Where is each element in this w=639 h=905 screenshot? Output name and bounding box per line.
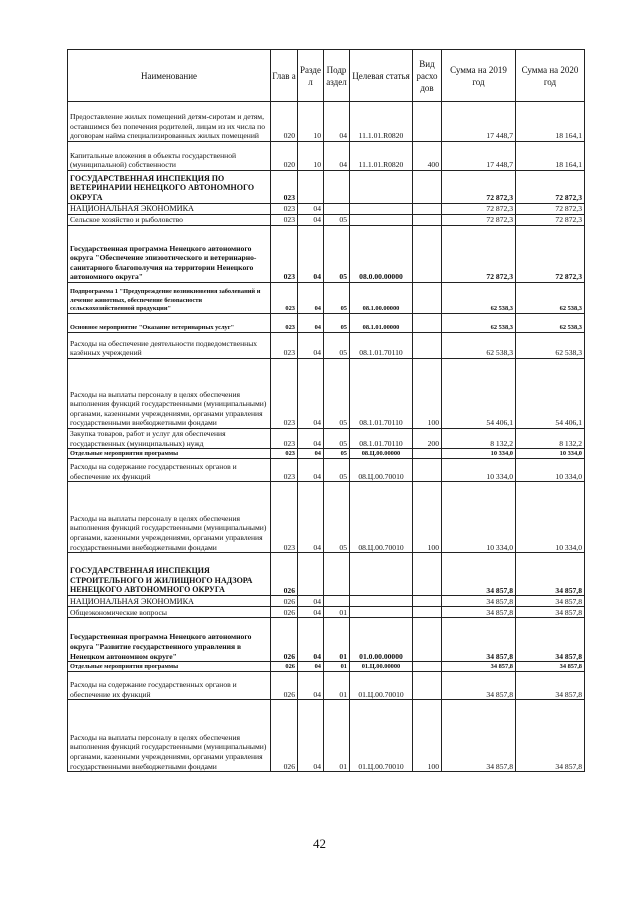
cell-sum-2019: 62 538,3 (442, 283, 516, 314)
cell-subsection (324, 204, 350, 215)
cell-sum-2019: 34 857,8 (442, 618, 516, 662)
header-article: Целевая статья (350, 50, 413, 102)
table-row (68, 102, 585, 142)
cell-section: 10 (298, 102, 324, 142)
cell-sum-2019: 34 857,8 (442, 553, 516, 596)
cell-type: 100 (413, 359, 442, 429)
cell-sum-2020: 34 857,8 (516, 596, 585, 607)
table-row (68, 359, 585, 429)
header-section: Разде л (298, 50, 324, 102)
cell-subsection (324, 596, 350, 607)
table-row (68, 226, 585, 283)
cell-chapter: 023 (271, 215, 298, 226)
table-row (68, 204, 585, 215)
cell-subsection (324, 171, 350, 204)
table-row (68, 142, 585, 171)
cell-name: НАЦИОНАЛЬНАЯ ЭКОНОМИКА (68, 204, 271, 215)
cell-name: Отдельные мероприятия программы (68, 662, 271, 672)
table-body (68, 102, 585, 772)
cell-section: 04 (298, 672, 324, 700)
cell-chapter: 026 (271, 553, 298, 596)
cell-article (350, 204, 413, 215)
cell-type (413, 672, 442, 700)
cell-chapter: 023 (271, 171, 298, 204)
cell-type: 400 (413, 142, 442, 171)
cell-article (350, 553, 413, 596)
cell-article: 01.Ц.00.70010 (350, 672, 413, 700)
cell-type (413, 459, 442, 482)
cell-name: Государственная программа Ненецкого автономного округа "Обеспечение эпизоотического и ветеринарно-санитарного благополучия на территории Ненецкого автономного округа" (68, 226, 271, 283)
cell-sum-2019: 34 857,8 (442, 700, 516, 772)
cell-article (350, 607, 413, 618)
cell-chapter: 023 (271, 359, 298, 429)
cell-article: 08.1.01.70110 (350, 429, 413, 449)
cell-article: 11.1.01.R0820 (350, 102, 413, 142)
cell-name: Сельское хозяйство и рыболовство (68, 215, 271, 226)
cell-name: Предоставление жилых помещений детям-сиротам и детям, оставшимся без попечения родителей, лицам из их числа по договорам найма специализированных жилых помещений (68, 102, 271, 142)
cell-type (413, 102, 442, 142)
cell-article: 08.1.01.70110 (350, 333, 413, 359)
cell-subsection: 05 (324, 283, 350, 314)
cell-type (413, 553, 442, 596)
cell-name: Расходы на выплаты персоналу в целях обеспечения выполнения функций государственными (муниципальными) органами, казенными учреждениями, органами управления государственными внебюджетными фондами (68, 482, 271, 553)
cell-section: 10 (298, 142, 324, 171)
cell-chapter: 023 (271, 429, 298, 449)
cell-section: 04 (298, 204, 324, 215)
table-row (68, 283, 585, 314)
cell-chapter: 023 (271, 459, 298, 482)
cell-type (413, 618, 442, 662)
table-row (68, 553, 585, 596)
cell-subsection: 05 (324, 449, 350, 459)
cell-sum-2019: 72 872,3 (442, 215, 516, 226)
cell-sum-2019: 34 857,8 (442, 672, 516, 700)
cell-article: 08.1.01.00000 (350, 314, 413, 333)
table-row (68, 429, 585, 449)
cell-sum-2019: 62 538,3 (442, 333, 516, 359)
cell-sum-2020: 72 872,3 (516, 204, 585, 215)
cell-article (350, 215, 413, 226)
cell-sum-2020: 34 857,8 (516, 700, 585, 772)
cell-section: 04 (298, 314, 324, 333)
cell-type (413, 314, 442, 333)
cell-section: 04 (298, 333, 324, 359)
cell-section: 04 (298, 226, 324, 283)
cell-sum-2020: 62 538,3 (516, 283, 585, 314)
cell-name: Расходы на содержание государственных органов и обеспечение их функций (68, 459, 271, 482)
cell-subsection: 05 (324, 429, 350, 449)
cell-type: 100 (413, 482, 442, 553)
cell-subsection: 05 (324, 482, 350, 553)
cell-subsection (324, 553, 350, 596)
cell-subsection: 05 (324, 359, 350, 429)
cell-name: Капитальные вложения в объекты государственной (муниципальной) собственности (68, 142, 271, 171)
cell-subsection: 04 (324, 102, 350, 142)
cell-sum-2020: 10 334,0 (516, 459, 585, 482)
cell-chapter: 026 (271, 596, 298, 607)
cell-type (413, 204, 442, 215)
cell-chapter: 026 (271, 618, 298, 662)
cell-sum-2020: 72 872,3 (516, 215, 585, 226)
cell-subsection: 05 (324, 226, 350, 283)
cell-name: Основное мероприятие "Оказание ветеринарных услуг" (68, 314, 271, 333)
cell-section: 04 (298, 700, 324, 772)
cell-sum-2020: 34 857,8 (516, 607, 585, 618)
table-header-row (68, 50, 585, 102)
cell-chapter: 020 (271, 142, 298, 171)
cell-chapter: 026 (271, 607, 298, 618)
cell-name: Расходы на содержание государственных органов и обеспечение их функций (68, 672, 271, 700)
cell-sum-2020: 34 857,8 (516, 618, 585, 662)
cell-article: 08.1.00.00000 (350, 283, 413, 314)
table-row (68, 672, 585, 700)
cell-chapter: 026 (271, 672, 298, 700)
cell-name: Расходы на обеспечение деятельности подведомственных казённых учреждений (68, 333, 271, 359)
cell-sum-2019: 72 872,3 (442, 171, 516, 204)
cell-chapter: 023 (271, 333, 298, 359)
cell-article: 08.Ц.00.70010 (350, 459, 413, 482)
cell-subsection: 04 (324, 142, 350, 171)
cell-article: 08.Ц.00.70010 (350, 482, 413, 553)
table-row (68, 662, 585, 672)
cell-type (413, 226, 442, 283)
cell-subsection: 01 (324, 662, 350, 672)
header-chapter: Глав а (271, 50, 298, 102)
cell-sum-2019: 10 334,0 (442, 482, 516, 553)
page-number: 42 (313, 836, 326, 851)
table-row (68, 607, 585, 618)
table-row (68, 596, 585, 607)
cell-sum-2020: 34 857,8 (516, 672, 585, 700)
cell-type (413, 596, 442, 607)
cell-sum-2020: 72 872,3 (516, 171, 585, 204)
cell-type (413, 283, 442, 314)
cell-type (413, 662, 442, 672)
cell-type (413, 607, 442, 618)
cell-sum-2019: 34 857,8 (442, 596, 516, 607)
table-row (68, 482, 585, 553)
cell-article: 08.1.01.70110 (350, 359, 413, 429)
cell-article: 08.Ц.00.00000 (350, 449, 413, 459)
header-name: Наименование (68, 50, 271, 102)
budget-table (67, 49, 585, 772)
cell-name: Подпрограмма 1 "Предупреждение возникновения заболеваний и лечение животных, обеспечение безопасности сельскохозяйственной продукции" (68, 283, 271, 314)
cell-subsection: 01 (324, 672, 350, 700)
cell-name: Расходы на выплаты персоналу в целях обеспечения выполнения функций государственными (муниципальными) органами, казенными учреждениями, органами управления государственными внебюджетными фондами (68, 359, 271, 429)
table-row (68, 314, 585, 333)
cell-article: 11.1.01.R0820 (350, 142, 413, 171)
cell-sum-2020: 34 857,8 (516, 662, 585, 672)
cell-sum-2019: 54 406,1 (442, 359, 516, 429)
cell-chapter: 026 (271, 662, 298, 672)
cell-article: 01.Ц.00.00000 (350, 662, 413, 672)
cell-sum-2019: 34 857,8 (442, 662, 516, 672)
cell-sum-2020: 72 872,3 (516, 226, 585, 283)
cell-section: 04 (298, 482, 324, 553)
cell-section: 04 (298, 215, 324, 226)
cell-sum-2019: 72 872,3 (442, 204, 516, 215)
cell-article: 01.0.00.00000 (350, 618, 413, 662)
cell-subsection: 05 (324, 314, 350, 333)
cell-sum-2020: 34 857,8 (516, 553, 585, 596)
cell-subsection: 05 (324, 459, 350, 482)
cell-article (350, 171, 413, 204)
cell-sum-2020: 8 132,2 (516, 429, 585, 449)
cell-sum-2020: 62 538,3 (516, 333, 585, 359)
cell-article: 01.Ц.00.70010 (350, 700, 413, 772)
cell-type: 200 (413, 429, 442, 449)
table-row (68, 459, 585, 482)
cell-subsection: 05 (324, 215, 350, 226)
cell-chapter: 023 (271, 449, 298, 459)
cell-type (413, 171, 442, 204)
header-type: Вид расхо дов (413, 50, 442, 102)
cell-name: ГОСУДАРСТВЕННАЯ ИНСПЕКЦИЯ СТРОИТЕЛЬНОГО И ЖИЛИЩНОГО НАДЗОРА НЕНЕЦКОГО АВТОНОМНОГО ОКРУГА (68, 553, 271, 596)
cell-chapter: 023 (271, 204, 298, 215)
cell-name: Отдельные мероприятия программы (68, 449, 271, 459)
cell-chapter: 023 (271, 314, 298, 333)
cell-section: 04 (298, 283, 324, 314)
cell-chapter: 023 (271, 226, 298, 283)
cell-type (413, 215, 442, 226)
cell-sum-2020: 10 334,0 (516, 449, 585, 459)
header-sum-2019: Сумма на 2019 год (442, 50, 516, 102)
cell-name: НАЦИОНАЛЬНАЯ ЭКОНОМИКА (68, 596, 271, 607)
cell-sum-2019: 8 132,2 (442, 429, 516, 449)
cell-subsection: 01 (324, 607, 350, 618)
cell-section: 04 (298, 607, 324, 618)
cell-name: ГОСУДАРСТВЕННАЯ ИНСПЕКЦИЯ ПО ВЕТЕРИНАРИИ НЕНЕЦКОГО АВТОНОМНОГО ОКРУГА (68, 171, 271, 204)
cell-type: 100 (413, 700, 442, 772)
cell-section: 04 (298, 429, 324, 449)
cell-section: 04 (298, 449, 324, 459)
cell-name: Закупка товаров, работ и услуг для обеспечения государственных (муниципальных) нужд (68, 429, 271, 449)
cell-sum-2019: 10 334,0 (442, 449, 516, 459)
cell-sum-2020: 18 164,1 (516, 142, 585, 171)
cell-name: Расходы на выплаты персоналу в целях обеспечения выполнения функций государственными (муниципальными) органами, казенными учреждениями, органами управления государственными внебюджетными фондами (68, 700, 271, 772)
table-row (68, 700, 585, 772)
cell-type (413, 449, 442, 459)
cell-type (413, 333, 442, 359)
table-row (68, 618, 585, 662)
header-sum-2020: Сумма на 2020 год (516, 50, 585, 102)
cell-section: 04 (298, 618, 324, 662)
cell-sum-2020: 62 538,3 (516, 314, 585, 333)
cell-section (298, 553, 324, 596)
cell-article (350, 596, 413, 607)
cell-sum-2019: 10 334,0 (442, 459, 516, 482)
cell-sum-2020: 18 164,1 (516, 102, 585, 142)
cell-section: 04 (298, 596, 324, 607)
cell-subsection: 01 (324, 700, 350, 772)
cell-name: Государственная программа Ненецкого автономного округа "Развитие государственного управления в Ненецком автономном округе" (68, 618, 271, 662)
cell-sum-2019: 62 538,3 (442, 314, 516, 333)
table-row (68, 171, 585, 204)
table-row (68, 215, 585, 226)
table-row (68, 449, 585, 459)
cell-sum-2019: 72 872,3 (442, 226, 516, 283)
cell-section (298, 171, 324, 204)
cell-section: 04 (298, 662, 324, 672)
table-row (68, 333, 585, 359)
cell-sum-2019: 17 448,7 (442, 102, 516, 142)
cell-article: 08.0.00.00000 (350, 226, 413, 283)
cell-chapter: 026 (271, 700, 298, 772)
cell-chapter: 023 (271, 283, 298, 314)
cell-chapter: 023 (271, 482, 298, 553)
cell-subsection: 05 (324, 333, 350, 359)
cell-sum-2019: 34 857,8 (442, 607, 516, 618)
cell-section: 04 (298, 359, 324, 429)
cell-sum-2020: 54 406,1 (516, 359, 585, 429)
cell-section: 04 (298, 459, 324, 482)
cell-subsection: 01 (324, 618, 350, 662)
header-subsection: Подр аздел (324, 50, 350, 102)
cell-name: Общеэкономические вопросы (68, 607, 271, 618)
cell-sum-2019: 17 448,7 (442, 142, 516, 171)
cell-sum-2020: 10 334,0 (516, 482, 585, 553)
cell-chapter: 020 (271, 102, 298, 142)
